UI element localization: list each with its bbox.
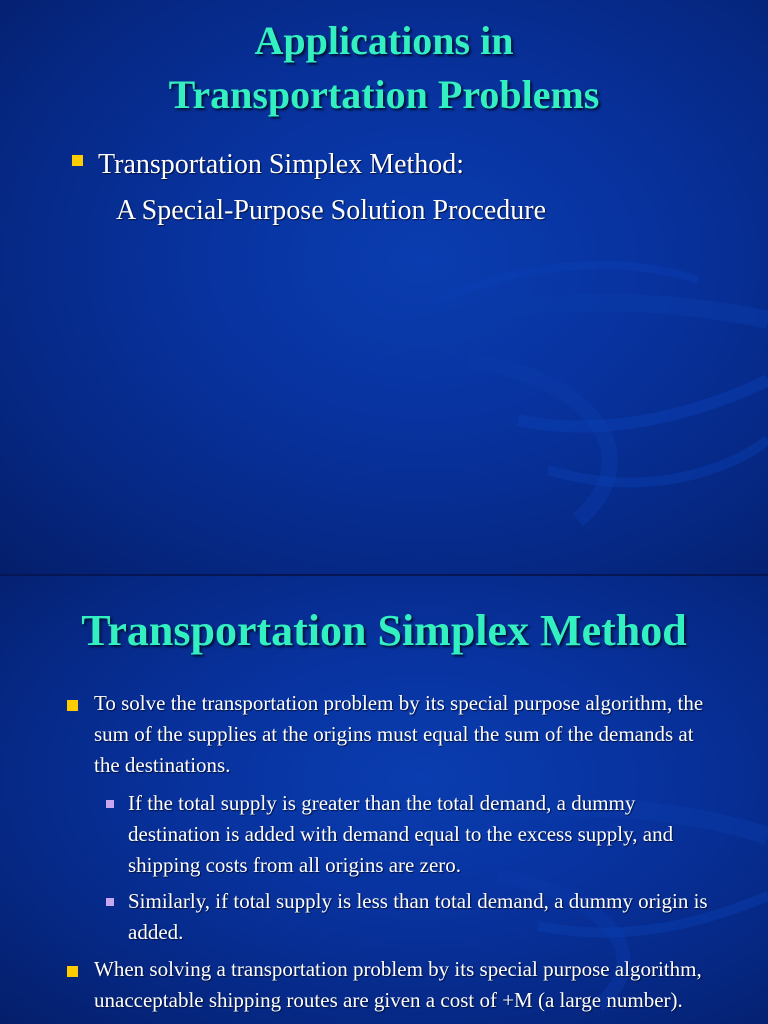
sub-bullet-icon (106, 898, 114, 906)
slide-title: Transportation Simplex Method (81, 606, 687, 655)
sub-bullet-icon (106, 800, 114, 808)
square-bullet-icon (67, 700, 78, 711)
sub-bullet-text: Similarly, if total supply is less than total demand, a dummy origin is added. (128, 889, 708, 944)
title-line-2: Transportation Problems (168, 72, 600, 117)
square-bullet-icon (72, 155, 83, 166)
square-bullet-icon (67, 966, 78, 977)
title-line-1: Applications in (254, 18, 514, 63)
bullet-continuation-text: A Special-Purpose Solution Procedure (116, 195, 547, 226)
slide-2 (0, 576, 768, 1024)
sub-bullet-text: If the total supply is greater than the total demand, a dummy destination is added with demand equal to the excess supply, and shipping costs from all origins are zero. (128, 791, 674, 877)
bullet-text: Transportation Simplex Method: (98, 149, 465, 180)
bullet-text: When solving a transportation problem by its special purpose algorithm, unacceptable shipping routes are given a cost of +M (a large number). (94, 957, 702, 1012)
bullet-text: To solve the transportation problem by its special purpose algorithm, the sum of the supplies at the origins must equal the sum of the demands at the destinations. (94, 691, 704, 777)
slide-title (0, 14, 768, 122)
